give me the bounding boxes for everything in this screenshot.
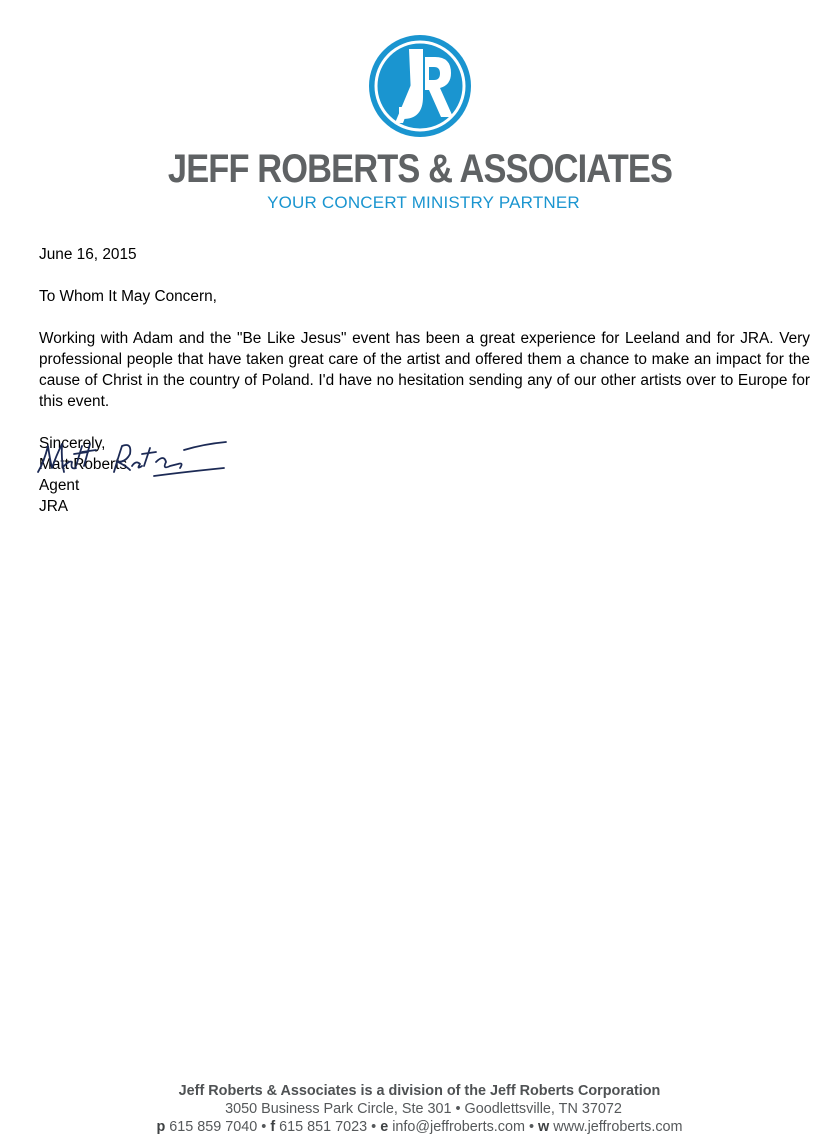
web-label: w <box>538 1119 550 1135</box>
handwritten-signature <box>34 432 230 486</box>
phone-number: 615 859 7040 <box>169 1119 258 1135</box>
letter-closing: Sincerely, <box>39 435 106 452</box>
fax-number: 615 851 7023 <box>279 1119 368 1135</box>
email-label: e <box>380 1119 389 1135</box>
email-address[interactable]: info@jeffroberts.com <box>392 1119 525 1135</box>
separator: • <box>528 1119 535 1135</box>
separator: • <box>371 1119 377 1135</box>
company-name: JEFF ROBERTS & ASSOCIATES <box>167 147 673 191</box>
signer-org: JRA <box>39 498 69 515</box>
signer-name: Matt Roberts <box>39 456 128 473</box>
website-link[interactable]: www.jeffroberts.com <box>553 1119 683 1135</box>
letter-paragraph: Working with Adam and the "Be Like Jesus" event has been a great experience for Leeland and for JRA. Very professional people that have taken great care of the artist and offered them a chance to make an impact for the cause of Christ in the country of Poland. I'd have no hesitation sending any of our other artists over to Europe for this event. <box>39 330 810 410</box>
footer-address: 3050 Business Park Circle, Ste 301 • Goodlettsville, TN 37072 <box>225 1101 622 1117</box>
phone-label: p <box>156 1119 166 1135</box>
fax-label: f <box>270 1119 276 1135</box>
letter-salutation: To Whom It May Concern, <box>39 288 217 305</box>
footer-company-line: Jeff Roberts & Associates is a division of the Jeff Roberts Corporation <box>178 1083 661 1099</box>
company-tagline: YOUR CONCERT MINISTRY PARTNER <box>267 193 580 212</box>
letter-date: June 16, 2015 <box>39 246 137 263</box>
footer-contact-line <box>0 1118 839 1136</box>
signer-title: Agent <box>39 477 80 494</box>
separator: • <box>261 1119 267 1135</box>
jra-logo <box>369 35 471 137</box>
